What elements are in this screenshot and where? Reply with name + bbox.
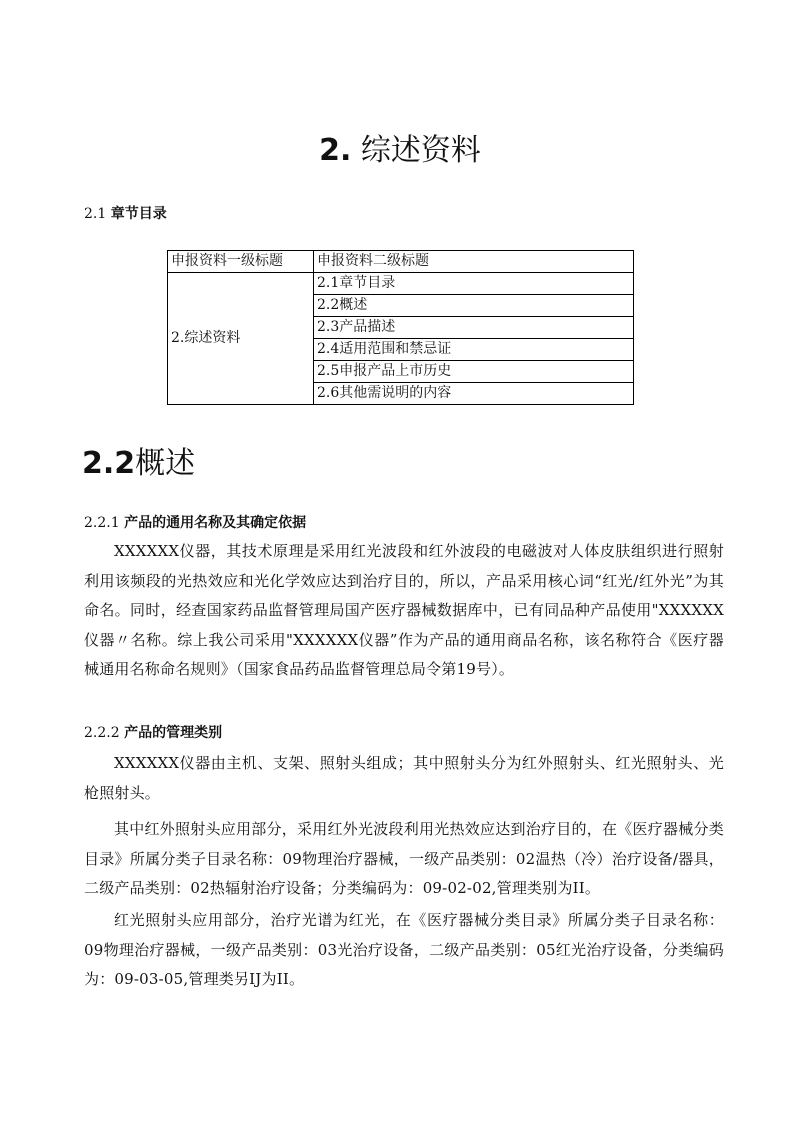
table-cell: 2.1章节目录 bbox=[314, 273, 634, 295]
paragraph: XXXXXX仪器由主机、支架、照射头组成；其中照射头分为红外照射头、红光照射头、光枪照射头。 bbox=[84, 754, 724, 802]
chapter-table bbox=[167, 250, 634, 405]
table-level1-cell: 2.综述资料 bbox=[168, 273, 314, 405]
section-2-2-1-heading bbox=[84, 512, 306, 532]
section-label: 产品的通用名称及其确定依据 bbox=[124, 515, 307, 531]
table-cell: 2.2概述 bbox=[314, 295, 634, 317]
section-label: 章节目录 bbox=[110, 206, 167, 222]
table-cell: 2.3产品描述 bbox=[314, 317, 634, 339]
section-2-1-heading bbox=[84, 203, 167, 223]
paragraph: XXXXXX仪器，其技术原理是采用红光波段和红外波段的电磁波对人体皮肤组织进行照射利用该频段的光热效应和光化学效应达到治疗目的，所以，产品采用核心词“红光/红外光”为其命名。同时，经查国家药品监督管理局国产医疗器械数据库中，已有同品种产品使用"XXXXXX仪器〃名称。综上我公司采用"XXXXXX仪器”作为产品的通用商品名称，该名称符合《医疗器械通用名称命名规则》（国家食品药品监督管理总局令第19号）。 bbox=[84, 542, 724, 678]
table-header-cell: 申报资料二级标题 bbox=[314, 251, 634, 273]
paragraph: 其中红外照射头应用部分，采用红外光波段利用光热效应达到治疗目的，在《医疗器械分类目录》所属分类子目录名称：09物理治疗器械，一级产品类别：02温热（冷）治疗设备/器具，二级产品类别：02热辐射治疗设备；分类编码为：09-02-02,管理类别为II。 bbox=[84, 820, 724, 897]
section-number: 2.2.1 bbox=[84, 515, 120, 531]
table-header-cell: 申报资料一级标题 bbox=[168, 251, 314, 273]
page-title-number: 2. bbox=[319, 133, 352, 168]
page-title bbox=[0, 125, 800, 169]
table-cell: 2.6其他需说明的内容 bbox=[314, 383, 634, 405]
section-2-2-2-heading bbox=[84, 722, 222, 742]
page-title-text: 综述资料 bbox=[360, 133, 481, 168]
section-text: 概述 bbox=[135, 446, 196, 481]
section-number: 2.2.2 bbox=[84, 725, 120, 741]
table-cell: 2.4适用范围和禁忌证 bbox=[314, 339, 634, 361]
section-number: 2.1 bbox=[84, 206, 107, 222]
section-2-2-heading bbox=[82, 438, 195, 482]
table-row bbox=[168, 273, 634, 295]
table-header-row bbox=[168, 251, 634, 273]
section-number: 2.2 bbox=[82, 446, 136, 481]
table-cell: 2.5申报产品上市历史 bbox=[314, 361, 634, 383]
paragraph: 红光照射头应用部分，治疗光谱为红光，在《医疗器械分类目录》所属分类子目录名称：09物理治疗器械，一级产品类别：03光治疗设备，二级产品类别：05红光治疗设备，分类编码为：09-03-05,管理类另IJ为II。 bbox=[84, 911, 724, 988]
section-label: 产品的管理类别 bbox=[124, 725, 223, 741]
